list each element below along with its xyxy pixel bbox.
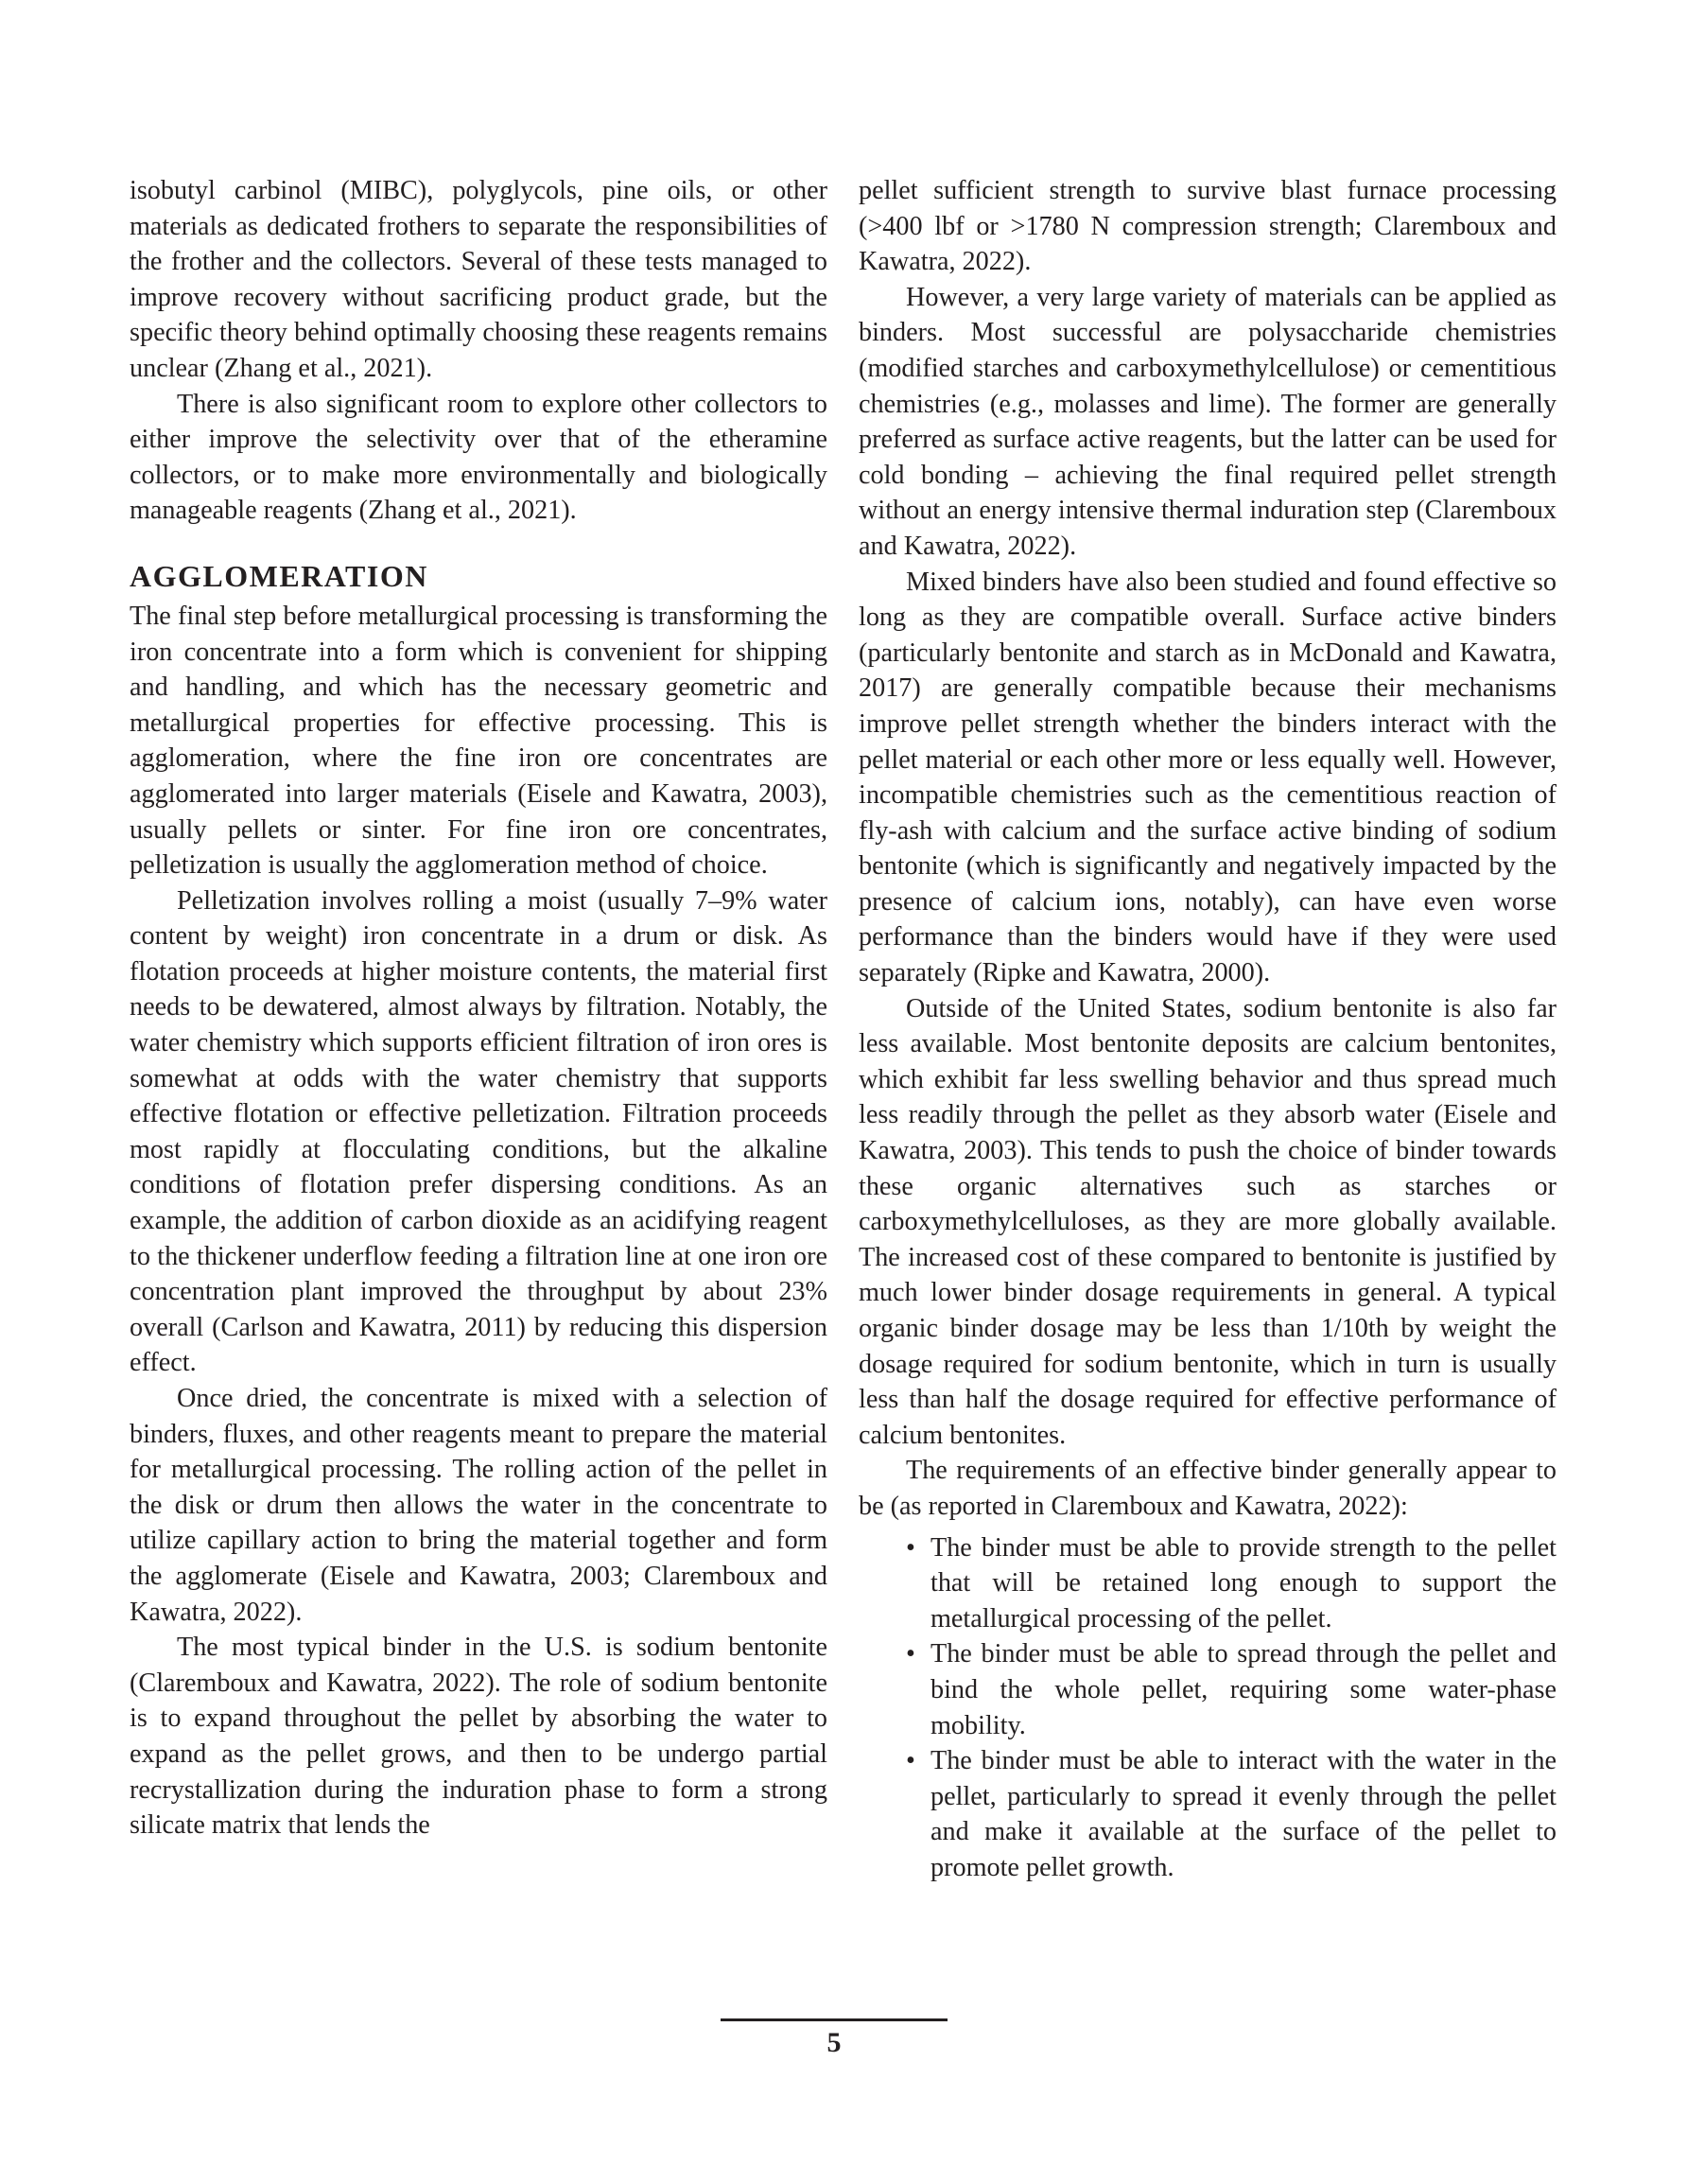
paragraph-mixed-binders: Mixed binders have also been studied and found effective so long as they are compatible overall. Surface active binders (particularly bentonite and starch as in McDonald and Kawatra, 2017) are generally compatible because their mechanisms improve pellet strength whether the binders interact with the pellet material or each other more or less equally well. However, incompatible chemistries such as the cementitious reaction of fly-ash with calcium and the surface active binding of sodium bentonite (which is significantly and negatively impacted by the presence of calcium ions, notably), can have even worse performance than the binders would have if they were used separately (Ripke and Kawatra, 2000). [859,567,1557,988]
paragraph-outside-us: Outside of the United States, sodium bentonite is also far less available. Most bentonite deposits are calcium bentonites, which exhibit far less swelling behavior and thus spread much less readily through the pellet as they absorb water (Eisele and Kawatra, 2003). This tends to push the choice of binder towards these organic alternatives such as starches or carboxymethylcelluloses, as they are more globally available. The increased cost of these compared to bentonite is justified by much lower binder dosage requirements in general. A typical organic binder dosage may be less than 1/10th by weight the dosage required for sodium bentonite, which in turn is usually less than half the dosage required for effective performance of calcium bentonites. [859,993,1557,1450]
list-item-text: The binder must be able to provide strength to the pellet that will be retained long enough to support the metallurgical processing of the pellet. [930,1532,1557,1634]
requirements-list [859,1530,1557,1886]
right-column [859,173,1557,1886]
list-item-text: The binder must be able to spread through the pellet and bind the whole pellet, requiring some water-phase mobility. [930,1639,1557,1740]
list-item [906,1743,1557,1885]
paragraph-sodium-bentonite: The most typical binder in the U.S. is sodium bentonite (Claremboux and Kawatra, 2022). The role of sodium bentonite is to expand throughout the pellet by absorbing the water to expand as the pellet grows, and then to be undergo partial recrystallization during the induration phase to form a strong silicate matrix that lends the [130,1633,827,1841]
paragraph-binder-variety: However, a very large variety of materials can be applied as binders. Most successful are polysaccharide chemistries (modified starches and carboxymethylcellulose) or cementitious chemistries (e.g., molasses and lime). The former are generally preferred as surface active reagents, but the latter can be used for cold bonding – achieving the final required pellet strength without an energy intensive thermal induration step (Claremboux and Kawatra, 2022). [859,282,1557,561]
bullet-icon: • [906,1639,915,1669]
list-item-text: The binder must be able to interact with the water in the pellet, particularly to spread it evenly through the pellet and make it available at the surface of the pellet to promote pellet growth. [930,1746,1557,1882]
list-item [906,1636,1557,1743]
bullet-icon: • [906,1532,915,1563]
list-item [906,1530,1557,1637]
paragraph-pelletization: Pelletization involves rolling a moist (usually 7–9% water content by weight) iron concentrate in a drum or disk. As flotation proceeds at higher moisture contents, the material first needs to be dewatered, almost always by filtration. Notably, the water chemistry which supports efficient filtration of iron ores is somewhat at odds with the water chemistry that supports effective flotation or effective pelletization. Filtration proceeds most rapidly at flocculating conditions, but the alkaline conditions of flotation prefer dispersing conditions. As an example, the addition of carbon dioxide as an acidifying reagent to the thickener underflow feeding a filtration line at one iron ore concentration plant improved the throughput by about 23% overall (Carlson and Kawatra, 2011) by reducing this dispersion effect. [130,885,827,1378]
paragraph-collectors: There is also significant room to explore other collectors to either improve the selectivity over that of the etheramine collectors, or to make more environmentally and biologically manageable reagents (Zhang et al., 2021). [130,389,827,526]
paragraph-binder-requirements: The requirements of an effective binder generally appear to be (as reported in Claremboux and Kawatra, 2022): [859,1456,1557,1521]
section-heading-agglomeration: AGGLOMERATION [130,558,428,593]
paragraph-binders-mixing: Once dried, the concentrate is mixed with a selection of binders, fluxes, and other reagents meant to prepare the material for metallurgical processing. The rolling action of the pellet in the disk or drum then allows the water in the concentrate to utilize capillary action to bring the material together and form the agglomerate (Eisele and Kawatra, 2003; Claremboux and Kawatra, 2022). [130,1384,827,1627]
page-number: 5 [826,2027,842,2058]
paragraph-agglomeration-intro: The final step before metallurgical processing is transforming the iron concentrate into a form which is convenient for shipping and handling, and which has the necessary geometric and metallurgical properties for effective processing. This is agglomeration, where the fine iron ore concentrates are agglomerated into larger materials (Eisele and Kawatra, 2003), usually pellets or sinter. For fine iron ore concentrates, pelletization is usually the agglomeration method of choice. [130,601,827,881]
paragraph-frothers: isobutyl carbinol (MIBC), polyglycols, pine oils, or other materials as dedicated frothers to separate the responsibilities of the frother and the collectors. Several of these tests managed to improve recovery without sacrificing product grade, but the specific theory behind optimally choosing these reagents remains unclear (Zhang et al., 2021). [130,176,827,383]
left-column [130,173,827,1843]
paragraph-pellet-strength: pellet sufficient strength to survive blast furnace processing (>400 lbf or >1780 N compression strength; Claremboux and Kawatra, 2022). [859,176,1557,277]
footer-divider [721,2018,948,2021]
bullet-icon: • [906,1746,915,1776]
